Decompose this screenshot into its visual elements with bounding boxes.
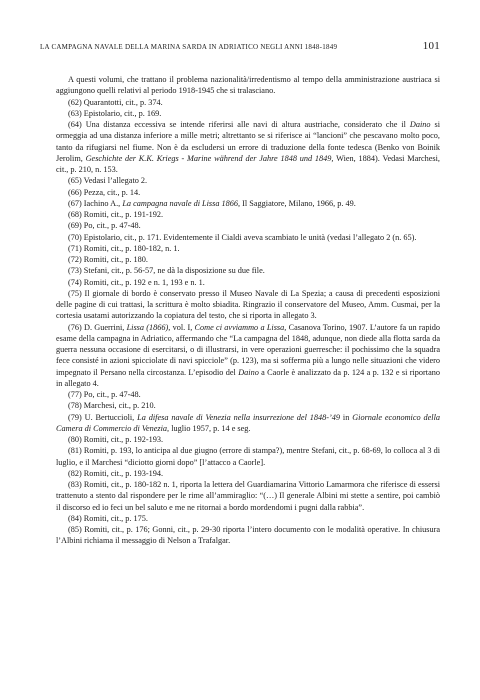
footnote-text: si ormeggia ad una distanza inferiore a mille metri; altrettanto se si riferisce ai “lancioni” che pescavano molto poco, tanto da rifugiarsi nel fiume. Non è da escludersi un errore di traduzione della fonte tedesca (Benko von Boinik Jerolim, [56, 120, 440, 163]
footnote-text: (75) Il giornale di bordo è conservato presso il Museo Navale di La Spezia; a causa di precedenti esposizioni delle pagine di cui trattasi, la scrittura è molto sbiadita. Ringrazio il conservatore del Museo, Amm. Cusmai, per la cortesia usatami autorizzando la copiatura del testo, che si riporta in allegato 3. [56, 288, 440, 321]
footnote-71 [56, 243, 440, 254]
footnote-text: (63) Epistolario, cit., p. 169. [68, 108, 162, 118]
page-number: 101 [422, 40, 440, 52]
footnote-65 [56, 175, 440, 186]
footnote-84 [56, 513, 440, 524]
footnote-text: Il Saggiatore, Milano, 1966, p. 49. [240, 198, 356, 208]
footnote-62 [56, 97, 440, 108]
footnote-text: a Caorle è analizzato da p. 124 a p. 132 e si riportano in allegato 4. [56, 367, 440, 388]
footnote-67 [56, 198, 440, 209]
running-title: LA CAMPAGNA NAVALE DELLA MARINA SARDA IN ADRIATICO NEGLI ANNI 1848-1849 [40, 43, 338, 51]
footnote-italic-text: Geschichte der K.K. Kriegs - Marine während der Jahre 1848 und 1849, [85, 153, 334, 163]
footnote-text: (82) Romiti, cit., p. 193-194. [68, 468, 164, 478]
footnote-80 [56, 434, 440, 445]
footnote-text: (72) Romiti, cit., p. 180. [68, 255, 148, 264]
footnote-text: (84) Romiti, cit., p. 175. [68, 513, 148, 523]
footnote-68 [56, 209, 440, 220]
footnote-text: (67) Iachino A., [68, 198, 123, 208]
footnote-text: vol. I, [170, 322, 195, 332]
footnote-text: (79) U. Bertuccioli, [68, 412, 138, 422]
footnote-77 [56, 389, 440, 400]
footnote-text: in [340, 412, 353, 422]
footnote-79 [56, 412, 440, 435]
footnote-text: (62) Quarantotti, cit., p. 374. [68, 97, 163, 107]
footnote-text: (71) Romiti, cit., p. 180-182, n. 1. [68, 243, 180, 253]
footnote-83 [56, 479, 440, 513]
footnote-82 [56, 468, 440, 479]
footnote-64 [56, 119, 440, 175]
footnote-italic-text: Come ci avviammo a Lissa, [194, 322, 287, 332]
footnote-text: (70) Epistolario, cit., p. 171. Evidentemente il Cialdi aveva scambiato le unità (vedasi l’allegato 2 (n. 65). [68, 232, 417, 242]
running-header [40, 40, 440, 54]
footnote-63 [56, 108, 440, 119]
footnote-text: Wien, 1884). Vedasi Marchesi, cit., p. 210, n. 153. [56, 153, 440, 174]
footnote-text: (68) Romiti, cit., p. 191-192. [68, 210, 164, 219]
footnote-italic-text: Daino [409, 120, 431, 129]
footnote-76 [56, 322, 440, 390]
footnote-73 [56, 265, 440, 276]
footnote-69 [56, 220, 440, 231]
footnote-text: (73) Stefani, cit., p. 56-57, ne dà la disposizione su due file. [68, 266, 265, 276]
footnote-italic-text: Giornale economico della Camera di Commercio di Venezia, [56, 412, 440, 433]
footnote-70 [56, 232, 440, 243]
footnote-text: (81) Romiti, p. 193, lo anticipa al due giugno (errore di stampa?), mentre Stefani, cit., p. 68-69, lo colloca al 3 di luglio, e il Marchesi “diciotto giorni dopo” [l’attacco a Caorle]. [56, 446, 440, 467]
notes-body [56, 74, 440, 547]
footnote-italic-text: Lissa (1866), [126, 322, 171, 332]
footnote-text: luglio 1957, p. 14 e seg. [169, 423, 251, 433]
footnote-text: (69) Po, cit., p. 47-48. [68, 221, 141, 231]
footnote-text: (78) Marchesi, cit., p. 210. [68, 401, 156, 411]
footnote-italic-text: Daino [238, 367, 259, 377]
footnote-75 [56, 288, 440, 322]
footnote-66 [56, 187, 440, 198]
footnote-text: (66) Pezza, cit., p. 14. [68, 187, 141, 197]
footnote-text: (65) Vedasi l’allegato 2. [68, 176, 148, 186]
footnote-74 [56, 277, 440, 288]
intro-paragraph: A questi volumi, che trattano il problema nazionalità/irredentismo al tempo della amministrazione austriaca si aggiungono quelli relativi al periodo 1918-1945 che si tralasciano. [56, 75, 440, 96]
footnote-78 [56, 400, 440, 411]
footnote-text: (80) Romiti, cit., p. 192-193. [68, 435, 164, 444]
footnote-81 [56, 445, 440, 468]
footnote-italic-text: La campagna navale di Lissa 1866, [122, 198, 241, 208]
footnote-text: (77) Po, cit., p. 47-48. [68, 390, 141, 399]
footnote-text: Casanova Torino, 1907. L’autore fa un rapido esame della campagna in Adriatico, affermando che “La campagna del 1848, adunque, non diede alla flotta sarda da guerra nessuna occasione di esercitarsi, o di illustrarsi, in vere operazioni guerresche: il pochissimo che la squadra fece consisté in azioni spicciolate di navi spicciole” (p. 123), ma si sofferma più a lungo nelle situazioni che videro impegnato il Persano nella circostanza. L’episodio del [56, 322, 440, 377]
footnote-text: (76) D. Guerrini, [68, 322, 127, 332]
footnote-italic-text: La difesa navale di Venezia nella insurrezione del 1848-’49 [137, 412, 341, 422]
footnote-72 [56, 254, 440, 265]
footnote-85 [56, 524, 440, 547]
footnote-text: (83) Romiti, cit., p. 180-182 n. 1, riporta la lettera del Guardiamarina Vittorio Lamarmora che riferisce di essersi trattenuto a stento dal rispondere per le rime all’ammiraglio: “(…) Il generale Albini mi stette a sentire, poi cambiò il discorso ed io feci un bel saluto e me ne ritornai a bordo mordendomi i pugni dalla rabbia”. [56, 480, 440, 512]
footnote-text: (64) Una distanza eccessiva se intende riferirsi alle navi di altura austriache, considerato che il [68, 120, 410, 129]
footnotes-list [56, 97, 440, 547]
footnote-text: (74) Romiti, cit., p. 192 e n. 1, 193 e n. 1. [68, 277, 205, 287]
footnote-text: (85) Romiti, cit., p. 176; Gonni, cit., p. 29-30 riporta l’intero documento con le modalità operative. In chiusura l’Albini richiama il messaggio di Nelson a Trafalgar. [56, 525, 440, 546]
